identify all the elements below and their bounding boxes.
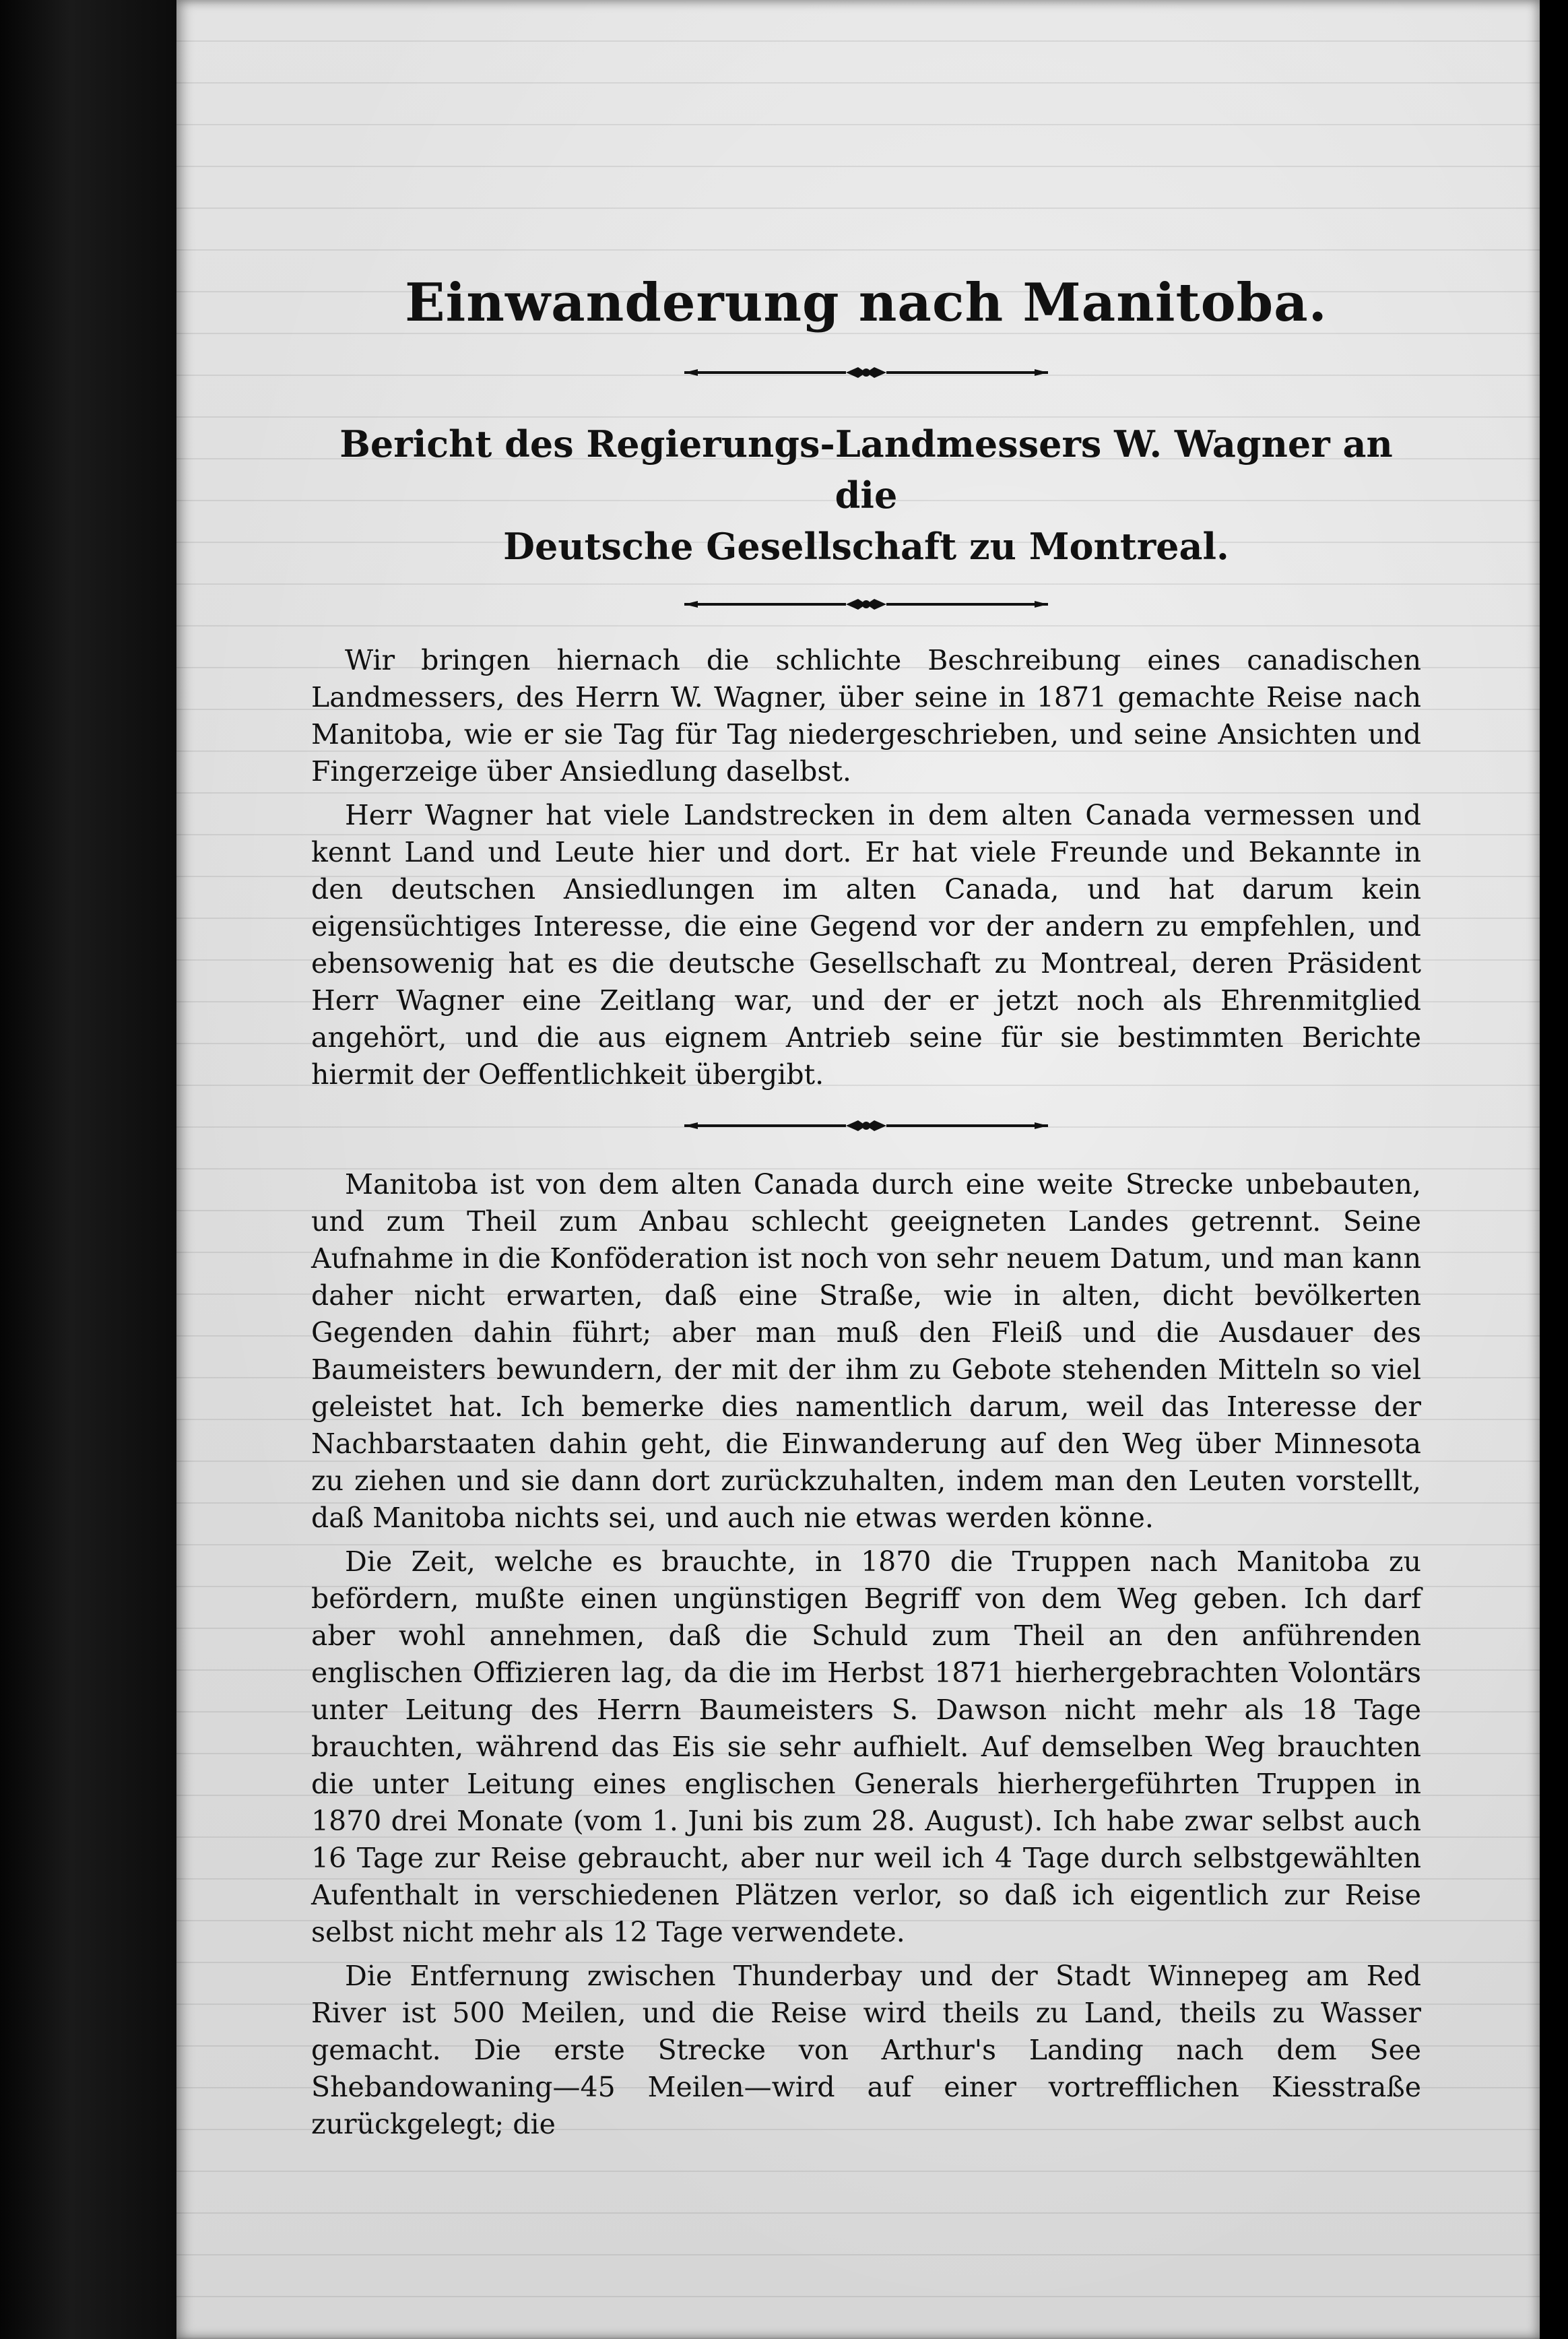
ornament-rule-icon (678, 594, 1055, 614)
document-title: Einwanderung nach Manitoba. (405, 272, 1328, 333)
ornament-divider-bottom (678, 1112, 1055, 1139)
body-paragraph: Die Entfernung zwischen Thunderbay und der Stadt Winnepeg am Red River ist 500 Meilen, und die Reise wird theils zu Land, theils zu Wasser gemacht. Die erste Strecke von Arthur's Landing nach dem See Shebandowaning—45 Meilen—wird auf einer vortrefflichen Kiesstraße zurückgelegt; die (311, 1960, 1421, 2140)
body-paragraph: Manitoba ist von dem alten Canada durch eine weite Strecke unbebauten, und zum Theil zum Anbau schlecht geeigneten Landes getrennt. Seine Aufnahme in die Konföderation ist noch von sehr neuem Datum, und man kann daher nicht erwarten, daß eine Straße, wie in alten, dicht bevölkerten Gegenden dahin führt; aber man muß den Fleiß und die Ausdauer des Baumeisters bewundern, der mit der ihm zu Gebote stehenden Mitteln so viel geleistet hat. Ich bemerke dies namentlich darum, weil das Interesse der Nachbarstaaten dahin geht, die Einwanderung auf den Weg über Minnesota zu ziehen und sie dann dort zurückzuhalten, indem man den Leuten vorstellt, daß Manitoba nichts sei, und auch nie etwas werden könne. (311, 1168, 1421, 1534)
body-paragraph: Die Zeit, welche es brauchte, in 1870 die Truppen nach Manitoba zu befördern, mußte einen ungünstigen Begriff von dem Weg geben. Ich darf aber wohl annehmen, daß die Schuld zum Theil an den anführenden englischen Offizieren lag, da die im Herbst 1871 hierhergebrachten Volontärs unter Leitung des Herrn Baumeisters S. Dawson nicht mehr als 18 Tage brauchten, während das Eis sie sehr aufhielt. Auf demselben Weg brauchten die unter Leitung eines englischen Generals hierhergeführten Truppen in 1870 drei Monate (vom 1. Juni bis zum 28. August). Ich habe zwar selbst auch 16 Tage zur Reise gebraucht, aber nur weil ich 4 Tage durch selbstgewählten Aufenthalt in verschiedenen Plätzen verlor, so daß ich eigentlich zur Reise selbst nicht mehr als 12 Tage verwendete. (311, 1545, 1421, 1948)
intro-paragraph: Herr Wagner hat viele Landstrecken in dem alten Canada vermessen und kennt Land und Leute hier und dort. Er hat viele Freunde und Bekannte in den deutschen Ansiedlungen im alten Canada, und hat darum kein eigensüchtiges Interesse, die eine Gegend vor der andern zu empfehlen, und ebensowenig hat es die deutsche Gesellschaft zu Montreal, deren Präsident Herr Wagner eine Zeitlang war, und der er jetzt noch als Ehrenmitglied angehört, und die aus eignem Antrieb seine für sie bestimmten Berichte hiermit der Oeffentlichkeit übergibt. (311, 799, 1421, 1091)
right-margin-edge (1540, 0, 1568, 2339)
ornament-rule-icon (678, 1116, 1055, 1136)
ornament-divider-middle (678, 591, 1055, 618)
ornament-rule-icon (678, 362, 1055, 383)
report-subtitle-line-1: Bericht des Regierungs-Landmessers W. Wagner an die (339, 422, 1393, 517)
ornament-divider-top (678, 359, 1055, 386)
document-page (176, 0, 1540, 2339)
page-content (311, 266, 1421, 2143)
report-subtitle-line-2: Deutsche Gesellschaft zu Montreal. (503, 525, 1229, 568)
binding-edge (0, 0, 176, 2339)
intro-paragraph: Wir bringen hiernach die schlichte Beschreibung eines canadischen Landmessers, des Herrn W. Wagner, über seine in 1871 gemachte Reise nach Manitoba, wie er sie Tag für Tag niedergeschrieben, und seine Ansichten und Fingerzeige über Ansiedlung daselbst. (311, 644, 1421, 788)
